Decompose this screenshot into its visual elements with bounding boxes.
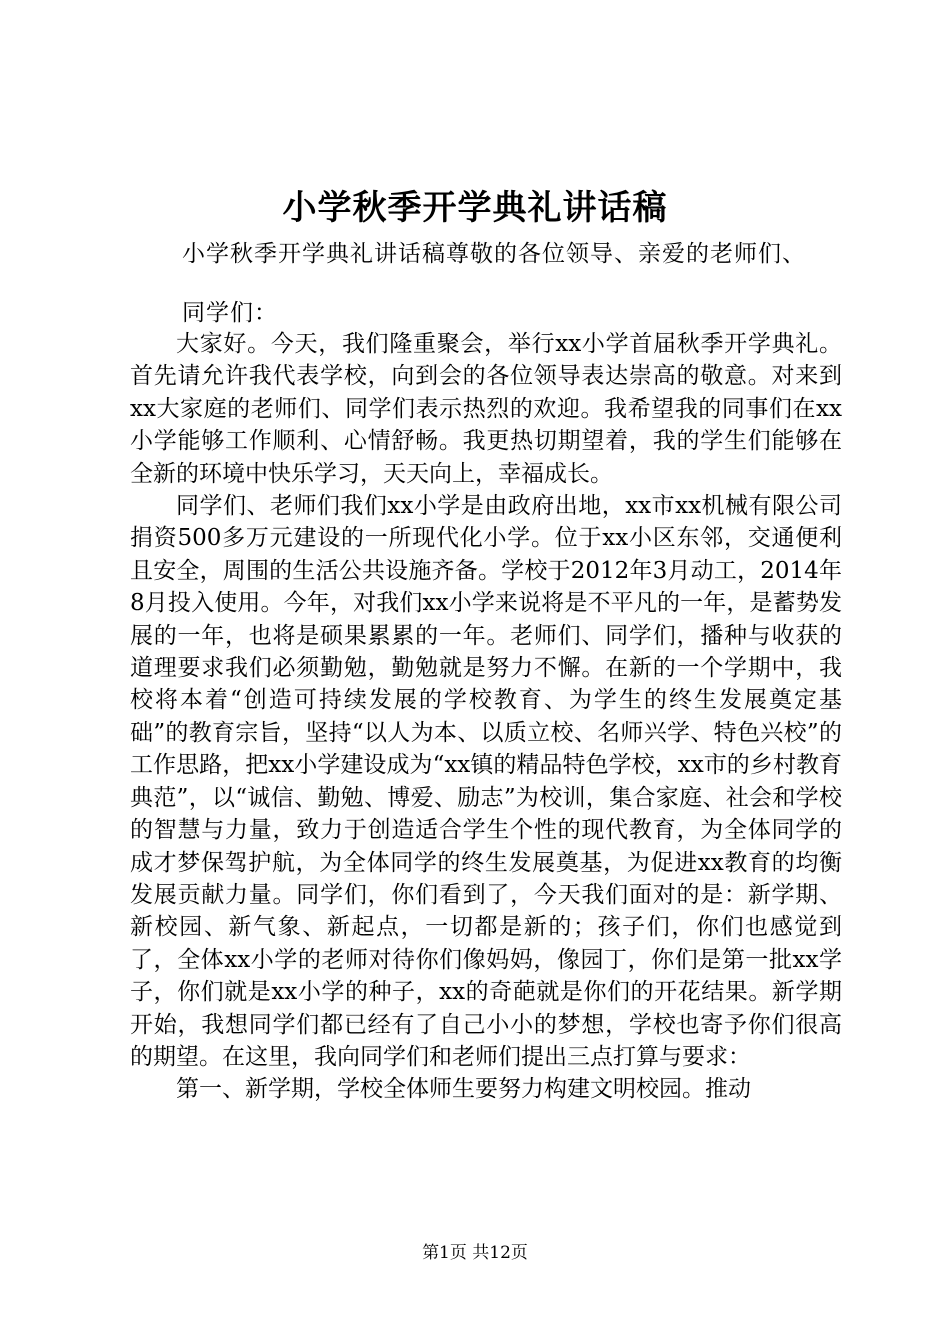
document-subtitle: 小学秋季开学典礼讲话稿尊敬的各位领导、亲爱的老师们、 [182, 241, 806, 267]
body-text [130, 328, 842, 1106]
paragraph: 第一、新学期，学校全体师生要努力构建文明校园。推动 [176, 1076, 751, 1103]
paragraph: 大家好。今天，我们隆重聚会，举行xx小学首届秋季开学典礼。首先请允许我代表学校，向到会的各位领导表达崇高的敬意。对来到xx大家庭的老师们、同学们表示热烈的欢迎。我希望我的同事们在xx小学能够工作顺利、心情舒畅。我更热切期望着，我的学生们能够在全新的环境中快乐学习，天天向上，幸福成长。 [130, 331, 842, 487]
page-footer: 第1页 共12页 [422, 1243, 528, 1263]
salutation: 同学们： [182, 300, 278, 326]
paragraph: 同学们、老师们我们xx小学是由政府出地，xx市xx机械有限公司捐资500多万元建设的一所现代化小学。位于xx小区东邻，交通便利且安全，周围的生活公共设施齐备。学校于2012年3月动工，2014年8月投入使用。今年，对我们xx小学来说将是不平凡的一年，是蓄势发展的一年，也将是硕果累累的一年。老师们、同学们，播种与收获的道理要求我们必须勤勉，勤勉就是努力不懈。在新的一个学期中，我校将本着“创造可持续发展的学校教育、为学生的终生发展奠定基础”的教育宗旨，坚持“以人为本、以质立校、名师兴学、特色兴校”的工作思路，把xx小学建设成为“xx镇的精品特色学校，xx市的乡村教育典范”，以“诚信、勤勉、博爱、励志”为校训，集合家庭、社会和学校的智慧与力量，致力于创造适合学生个性的现代教育，为全体同学的成才梦保驾护航，为全体同学的终生发展奠基，为促进xx教育的均衡发展贡献力量。同学们，你们看到了，今天我们面对的是：新学期、新校园、新气象、新起点，一切都是新的；孩子们，你们也感觉到了，全体xx小学的老师对待你们像妈妈，像园丁，你们是第一批xx学子，你们就是xx小学的种子，xx的奇葩就是你们的开花结果。新学期开始，我想同学们都已经有了自己小小的梦想，学校也寄予你们很高的期望。在这里，我向同学们和老师们提出三点打算与要求： [130, 493, 842, 1070]
document-title: 小学秋季开学典礼讲话稿 [282, 188, 668, 228]
